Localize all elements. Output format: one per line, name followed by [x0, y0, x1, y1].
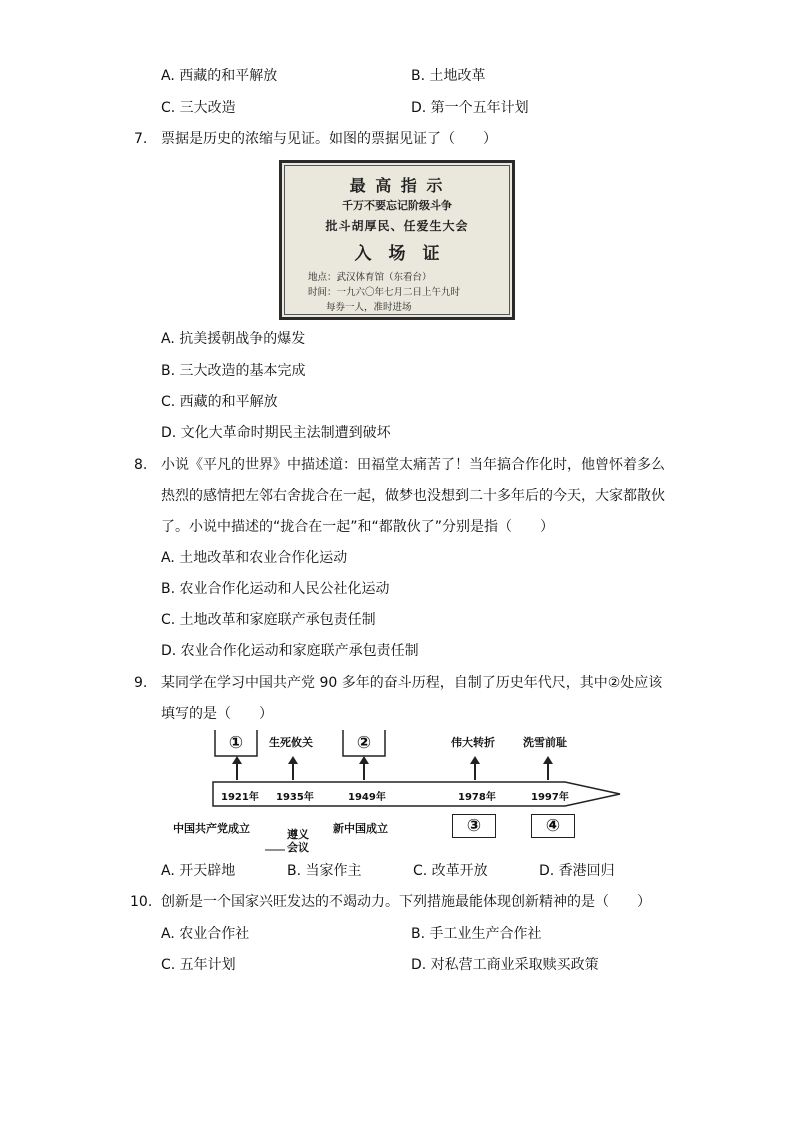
label-zunyi-b: 会议 — [287, 841, 309, 854]
q9-stem-line2: 填写的是（ ） — [161, 706, 273, 722]
q10-option-c[interactable]: C. 五年计划 — [161, 957, 236, 973]
q10-option-b[interactable]: B. 手工业生产合作社 — [411, 926, 542, 942]
q8-number: 8. — [134, 457, 148, 473]
q7-option-a[interactable]: A. 抗美援朝战争的爆发 — [161, 331, 306, 347]
q6-option-c[interactable]: C. 三大改造 — [161, 100, 236, 116]
q10-option-a[interactable]: A. 农业合作社 — [161, 926, 250, 942]
q9-option-c[interactable]: C. 改革开放 — [413, 863, 488, 879]
timeline-box-3: ③ — [452, 814, 496, 838]
year-1935: 1935年 — [276, 792, 314, 803]
ticket-slogan: 千万不要忘记阶级斗争 — [342, 199, 452, 212]
timeline-box-2: ② — [356, 733, 372, 753]
ticket-title: 最 高 指 示 — [349, 176, 445, 195]
year-1997: 1997年 — [531, 792, 569, 803]
q8-stem-line1: 小说《平凡的世界》中描述道：田福堂太痛苦了！当年搞合作化时，他曾怀着多么 — [161, 457, 665, 473]
q8-option-a[interactable]: A. 土地改革和农业合作化运动 — [161, 550, 348, 566]
q6-option-d[interactable]: D. 第一个五年计划 — [411, 100, 529, 116]
ticket-event: 批斗胡厚民、任爱生大会 — [325, 219, 469, 233]
timeline-box-4: ④ — [531, 814, 575, 838]
ticket-admission: 入 场 证 — [354, 244, 440, 264]
q9-option-b[interactable]: B. 当家作主 — [287, 863, 362, 879]
label-cpc-founded: 中国共产党成立 — [173, 822, 250, 835]
q10-option-d[interactable]: D. 对私营工商业采取赎买政策 — [411, 957, 599, 973]
label-zunyi-a: 遵义 — [287, 828, 309, 841]
timeline-diagram — [165, 728, 625, 854]
timeline-box-1: ① — [228, 733, 244, 753]
q7-stem: 票据是历史的浓缩与见证。如图的票据见证了（ ） — [161, 131, 497, 147]
ticket-image — [279, 160, 515, 320]
ticket-location: 地点：武汉体育馆（东看台） — [308, 272, 432, 283]
q6-option-a[interactable]: A. 西藏的和平解放 — [161, 68, 278, 84]
q8-option-d[interactable]: D. 农业合作化运动和家庭联产承包责任制 — [161, 643, 419, 659]
label-prc-founded: 新中国成立 — [333, 822, 388, 835]
q7-option-d[interactable]: D. 文化大革命时期民主法制遭到破坏 — [161, 425, 391, 441]
q7-option-b[interactable]: B. 三大改造的基本完成 — [161, 363, 306, 379]
ticket-note: 每券一人，准时进场 — [326, 302, 412, 313]
q6-option-b[interactable]: B. 土地改革 — [411, 68, 486, 84]
q7-option-c[interactable]: C. 西藏的和平解放 — [161, 394, 278, 410]
q10-stem: 创新是一个国家兴旺发达的不竭动力。下列措施最能体现创新精神的是（ ） — [161, 894, 651, 910]
year-1978: 1978年 — [458, 792, 496, 803]
q7-number: 7. — [134, 131, 148, 147]
q9-option-d[interactable]: D. 香港回归 — [539, 863, 615, 879]
q8-option-c[interactable]: C. 土地改革和家庭联产承包责任制 — [161, 612, 376, 628]
year-1921: 1921年 — [221, 792, 259, 803]
q8-option-b[interactable]: B. 农业合作化运动和人民公社化运动 — [161, 581, 390, 597]
q10-number: 10. — [130, 894, 153, 910]
ticket-time: 时间：一九六〇年七月二日上午九时 — [308, 287, 461, 298]
q8-stem-line2: 热烈的感情把左邻右舍拢合在一起，做梦也没想到二十多年后的今天，大家都散伙 — [161, 488, 665, 504]
q8-stem-line3: 了。小说中描述的“拢合在一起”和“都散伙了”分别是指（ ） — [161, 519, 555, 535]
q9-number: 9. — [134, 675, 148, 691]
label-weida: 伟大转折 — [451, 736, 495, 749]
q9-option-a[interactable]: A. 开天辟地 — [161, 863, 236, 879]
label-shengsi: 生死攸关 — [269, 736, 313, 749]
year-1949: 1949年 — [348, 792, 386, 803]
label-xixue: 洗雪前耻 — [523, 736, 567, 749]
q9-stem-line1: 某同学在学习中国共产党 90 多年的奋斗历程，自制了历史年代尺，其中②处应该 — [161, 675, 663, 691]
